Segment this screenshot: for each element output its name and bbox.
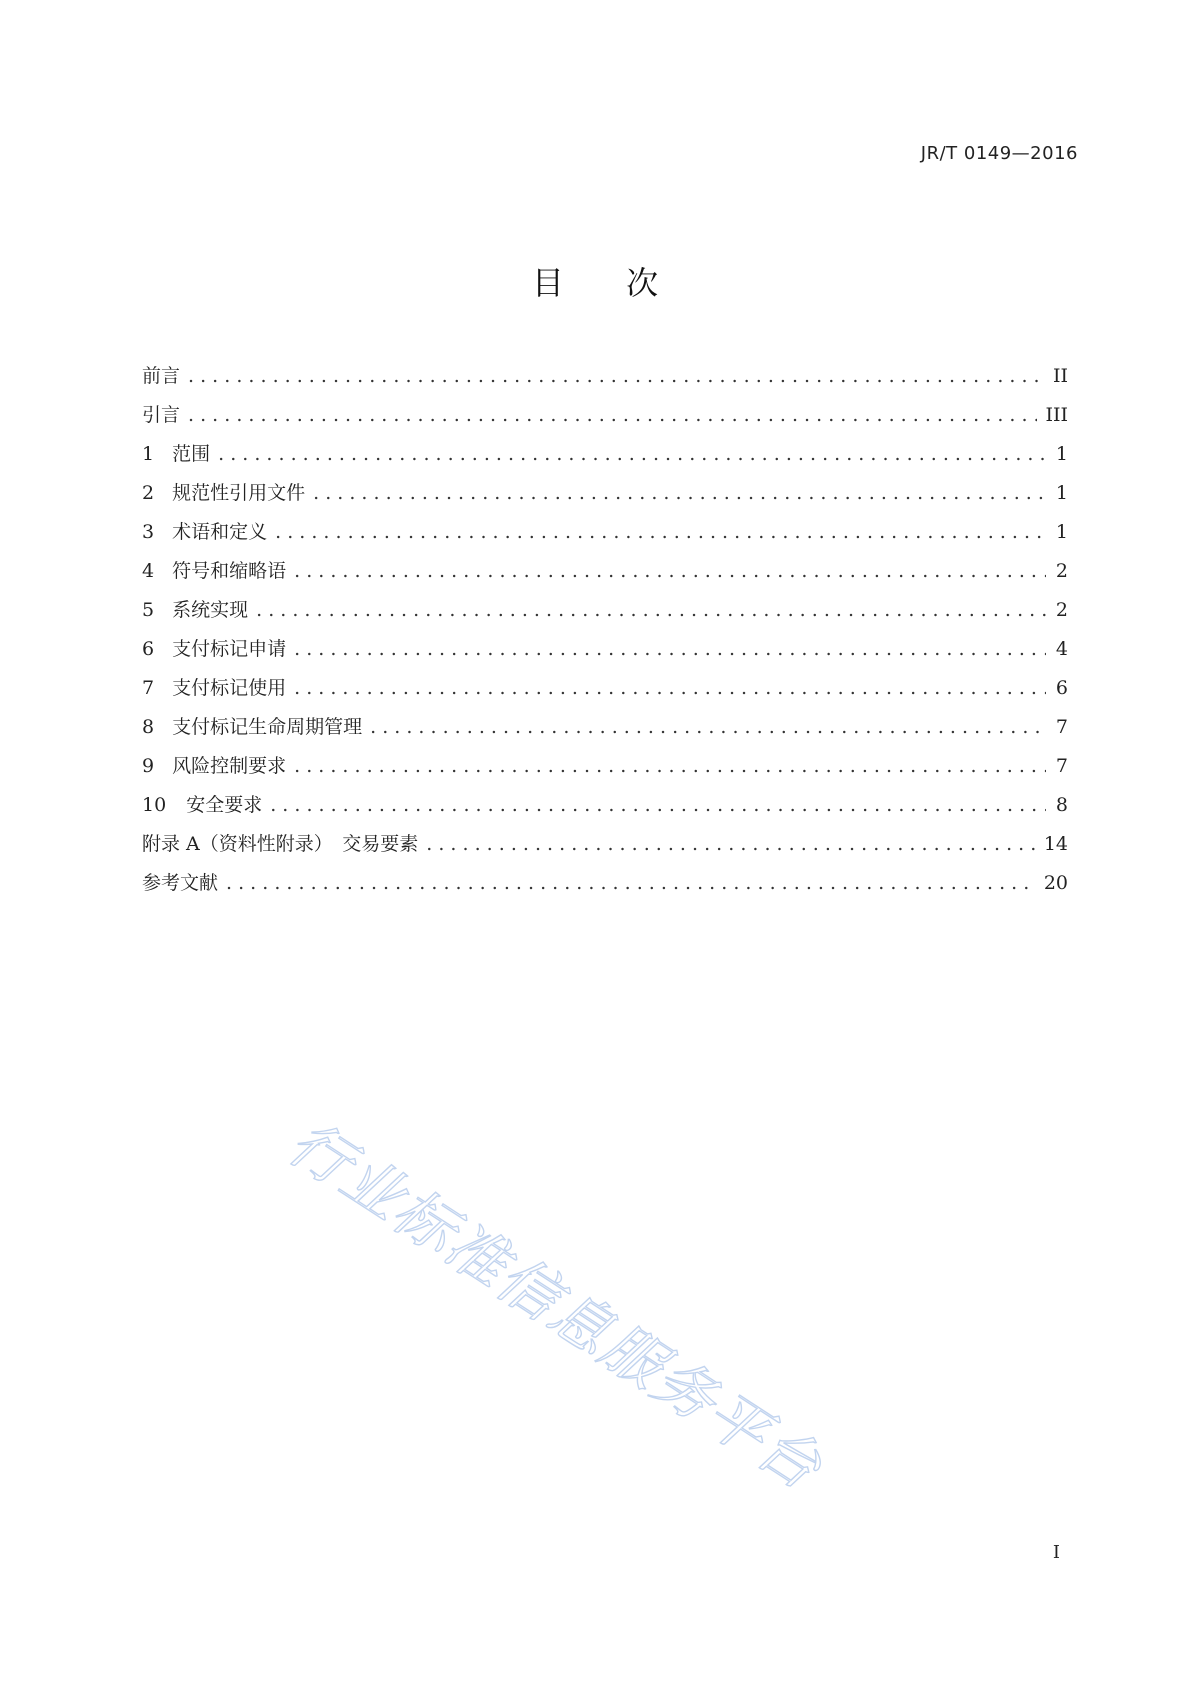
toc-entry-number: 4 (142, 560, 155, 582)
toc-entry-label: 系统实现 (172, 599, 249, 621)
toc-entry-3[interactable] (142, 513, 1068, 552)
toc-dot-leader (256, 591, 1046, 630)
toc-entry-page: 6 (1055, 677, 1068, 699)
toc-entry-6[interactable] (142, 630, 1068, 669)
toc-entry-page: 2 (1055, 560, 1068, 582)
toc-entry-page: III (1045, 404, 1068, 426)
toc-entry-4[interactable] (142, 552, 1068, 591)
toc-entry-number: 1 (142, 443, 155, 465)
toc-entry-page: 1 (1055, 443, 1068, 465)
toc-entry-number: 8 (142, 716, 155, 738)
document-code: JR/T 0149—2016 (920, 143, 1078, 164)
toc-entry-label: 符号和缩略语 (172, 560, 287, 582)
toc-entry-label: 附录 A（资料性附录） 交易要素 (142, 833, 419, 855)
toc-entry-number: 9 (142, 755, 155, 777)
toc-entry-label: 前言 (142, 365, 181, 387)
toc-entry-label: 安全要求 (186, 794, 263, 816)
toc-entry-page: 14 (1043, 833, 1068, 855)
toc-dot-leader (426, 825, 1036, 864)
toc-entry-7[interactable] (142, 669, 1068, 708)
toc-entry-page: 8 (1055, 794, 1068, 816)
toc-dot-leader (294, 552, 1046, 591)
toc-dot-leader (313, 474, 1046, 513)
toc-dot-leader (294, 747, 1046, 786)
toc-entry-10[interactable] (142, 786, 1068, 825)
toc-entry-label: 引言 (142, 404, 181, 426)
toc-entry-page: 7 (1055, 716, 1068, 738)
toc-entry-label: 规范性引用文件 (172, 482, 306, 504)
toc-entry-label: 参考文献 (142, 872, 219, 894)
toc-dot-leader (275, 513, 1046, 552)
toc-entry-page: II (1052, 365, 1068, 387)
toc-entry-label: 支付标记生命周期管理 (172, 716, 363, 738)
toc-entry-2[interactable] (142, 474, 1068, 513)
page-number: I (1052, 1542, 1060, 1563)
toc-entry-number: 6 (142, 638, 155, 660)
toc-entry-label: 范围 (172, 443, 211, 465)
toc-entry-label: 支付标记使用 (172, 677, 287, 699)
toc-entry-page: 20 (1043, 872, 1068, 894)
toc-entry-bibliography[interactable] (142, 864, 1068, 903)
toc-dot-leader (188, 357, 1045, 396)
toc-dot-leader (294, 669, 1046, 708)
toc-entry-number: 7 (142, 677, 155, 699)
toc-entry-annex-a[interactable] (142, 825, 1068, 864)
toc-entry-page: 1 (1055, 521, 1068, 543)
toc-entry-number: 3 (142, 521, 155, 543)
toc-entry-5[interactable] (142, 591, 1068, 630)
toc-entry-page: 2 (1055, 599, 1068, 621)
page-title: 目 次 (531, 264, 685, 302)
toc-dot-leader (188, 396, 1037, 435)
toc-dot-leader (226, 864, 1036, 903)
toc-entry-9[interactable] (142, 747, 1068, 786)
table-of-contents (142, 357, 1068, 903)
toc-entry-label: 术语和定义 (172, 521, 268, 543)
toc-entry-page: 1 (1055, 482, 1068, 504)
toc-entry-8[interactable] (142, 708, 1068, 747)
toc-entry-foreword[interactable] (142, 357, 1068, 396)
toc-entry-label: 风险控制要求 (172, 755, 287, 777)
watermark: 行业标准信息服务平台 (276, 1107, 835, 1505)
toc-dot-leader (370, 708, 1046, 747)
toc-entry-number: 2 (142, 482, 155, 504)
toc-entry-page: 7 (1055, 755, 1068, 777)
toc-dot-leader (294, 630, 1046, 669)
toc-entry-page: 4 (1055, 638, 1068, 660)
toc-entry-number: 10 (142, 794, 167, 816)
toc-entry-introduction[interactable] (142, 396, 1068, 435)
toc-entry-number: 5 (142, 599, 155, 621)
toc-dot-leader (218, 435, 1046, 474)
toc-dot-leader (270, 786, 1046, 825)
toc-entry-1[interactable] (142, 435, 1068, 474)
toc-entry-label: 支付标记申请 (172, 638, 287, 660)
